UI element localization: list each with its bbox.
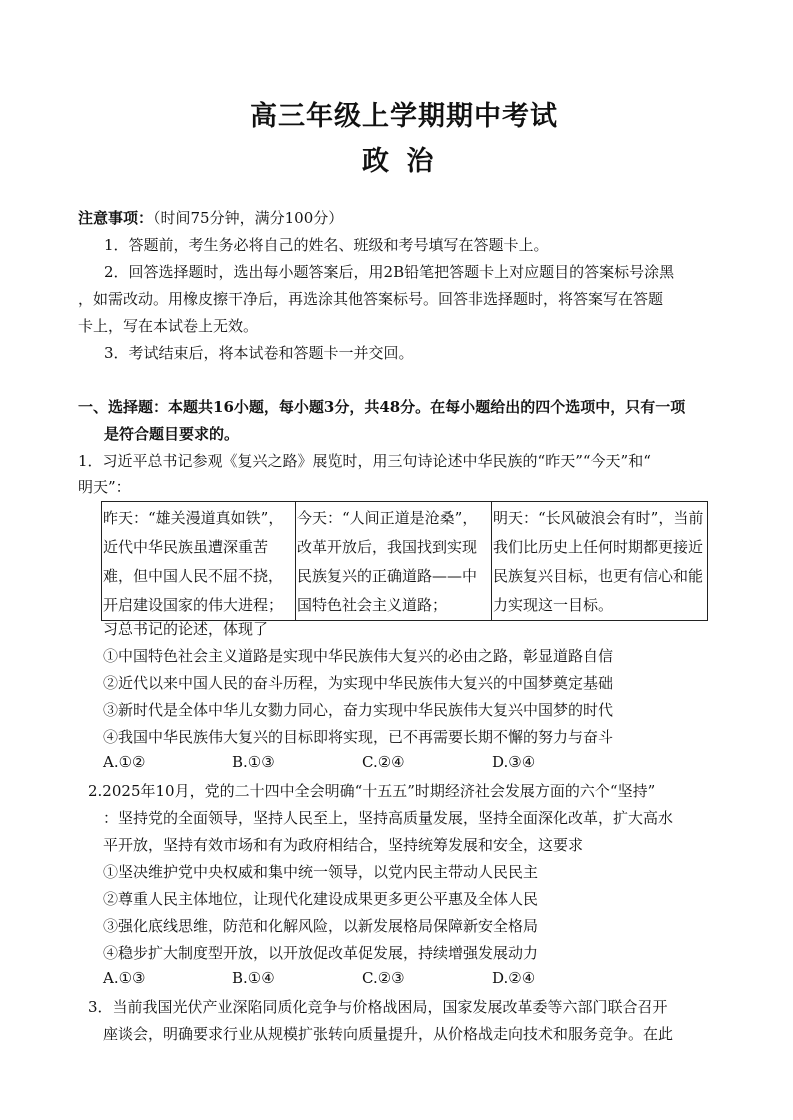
q2-stem-cont2: 平开放，坚持有效市场和有为政府相结合，坚持统筹发展和安全，这要求 — [103, 836, 584, 854]
q1-option-b: B.①③ — [232, 753, 275, 771]
q1-statement-4: ④我国中华民族伟大复兴的目标即将实现，已不再需要长期不懈的努力与奋斗 — [103, 728, 614, 746]
q1-option-c: C.②④ — [362, 753, 405, 771]
notice-item-1: 1．答题前，考生务必将自己的姓名、班级和考号填写在答题卡上。 — [104, 236, 549, 254]
q1-stem: 1．习近平总书记参观《复兴之路》展览时，用三句诗论述中华民族的“昨天”“今天”和“ — [78, 452, 651, 470]
q2-statement-2: ②尊重人民主体地位，让现代化建设成果更多更公平惠及全体人民 — [103, 890, 539, 908]
q1-statement-1: ①中国特色社会主义道路是实现中华民族伟大复兴的必由之路，彰显道路自信 — [103, 647, 614, 665]
q3-stem-cont: 座谈会，明确要求行业从规模扩张转向质量提升，从价格战走向技术和服务竞争。在此 — [103, 1025, 674, 1043]
notice-time-info: （时间75分钟，满分100分） — [153, 209, 344, 227]
q1-quote-table — [101, 501, 708, 621]
q1-option-d: D.③④ — [492, 753, 536, 771]
q1-stem-cont: 明天”： — [78, 478, 131, 496]
notice-line — [78, 207, 343, 228]
q2-stem: 2.2025年10月，党的二十四中全会明确“十五五”时期经济社会发展方面的六个“坚持” — [88, 782, 656, 800]
q3-stem: 3．当前我国光伏产业深陷同质化竞争与价格战困局，国家发展改革委等六部门联合召开 — [88, 998, 668, 1016]
q2-option-d: D.②④ — [492, 969, 536, 987]
q1-cell-yesterday: 昨天：“雄关漫道真如铁”，近代中华民族虽遭深重苦难，但中国人民不屈不挠，开启建设国家的伟大进程； — [102, 502, 296, 621]
q2-statement-4: ④稳步扩大制度型开放，以开放促改革促发展，持续增强发展动力 — [103, 944, 539, 962]
notice-item-2: 2．回答选择题时，选出每小题答案后，用2B铅笔把答题卡上对应题目的答案标号涂黑 — [104, 263, 675, 281]
notice-item-3: 3．考试结束后，将本试卷和答题卡一并交回。 — [104, 344, 414, 362]
q2-stem-cont: ：坚持党的全面领导，坚持人民至上，坚持高质量发展，坚持全面深化改革，扩大高水 — [103, 809, 674, 827]
section-heading: 一、选择题：本题共16小题，每小题3分，共48分。在每小题给出的四个选项中，只有一项 — [78, 398, 686, 416]
q1-statement-3: ③新时代是全体中华儿女勠力同心，奋力实现中华民族伟大复兴中国梦的时代 — [103, 701, 614, 719]
notice-item-2-cont2: 卡上，写在本试卷上无效。 — [78, 317, 259, 335]
exam-title: 高三年级上学期期中考试 — [250, 101, 558, 132]
q2-statement-1: ①坚决维护党中央权威和集中统一领导，以党内民主带动人民民主 — [103, 863, 539, 881]
q1-option-a: A.①② — [103, 753, 146, 771]
q1-cell-today: 今天：“人间正道是沧桑”，改革开放后，我国找到实现民族复兴的正确道路——中国特色社会主义道路； — [296, 502, 492, 621]
notice-item-2-cont: ，如需改动。用橡皮擦干净后，再选涂其他答案标号。回答非选择题时，将答案写在答题 — [78, 290, 664, 308]
section-heading-cont: 是符合题目要求的。 — [104, 425, 240, 443]
notice-label: 注意事项： — [78, 209, 154, 227]
q2-option-c: C.②③ — [362, 969, 405, 987]
q1-statement-2: ②近代以来中国人民的奋斗历程，为实现中华民族伟大复兴的中国梦奠定基础 — [103, 674, 614, 692]
q2-statement-3: ③强化底线思维，防范和化解风险，以新发展格局保障新安全格局 — [103, 917, 539, 935]
subject-title: 政 治 — [362, 146, 438, 177]
q2-option-b: B.①④ — [232, 969, 275, 987]
q1-lead: 习总书记的论述，体现了 — [103, 620, 269, 638]
q1-cell-tomorrow: 明天：“长风破浪会有时”，当前我们比历史上任何时期都更接近民族复兴目标，也更有信心和能力实现这一目标。 — [492, 502, 708, 621]
q2-option-a: A.①③ — [103, 969, 146, 987]
